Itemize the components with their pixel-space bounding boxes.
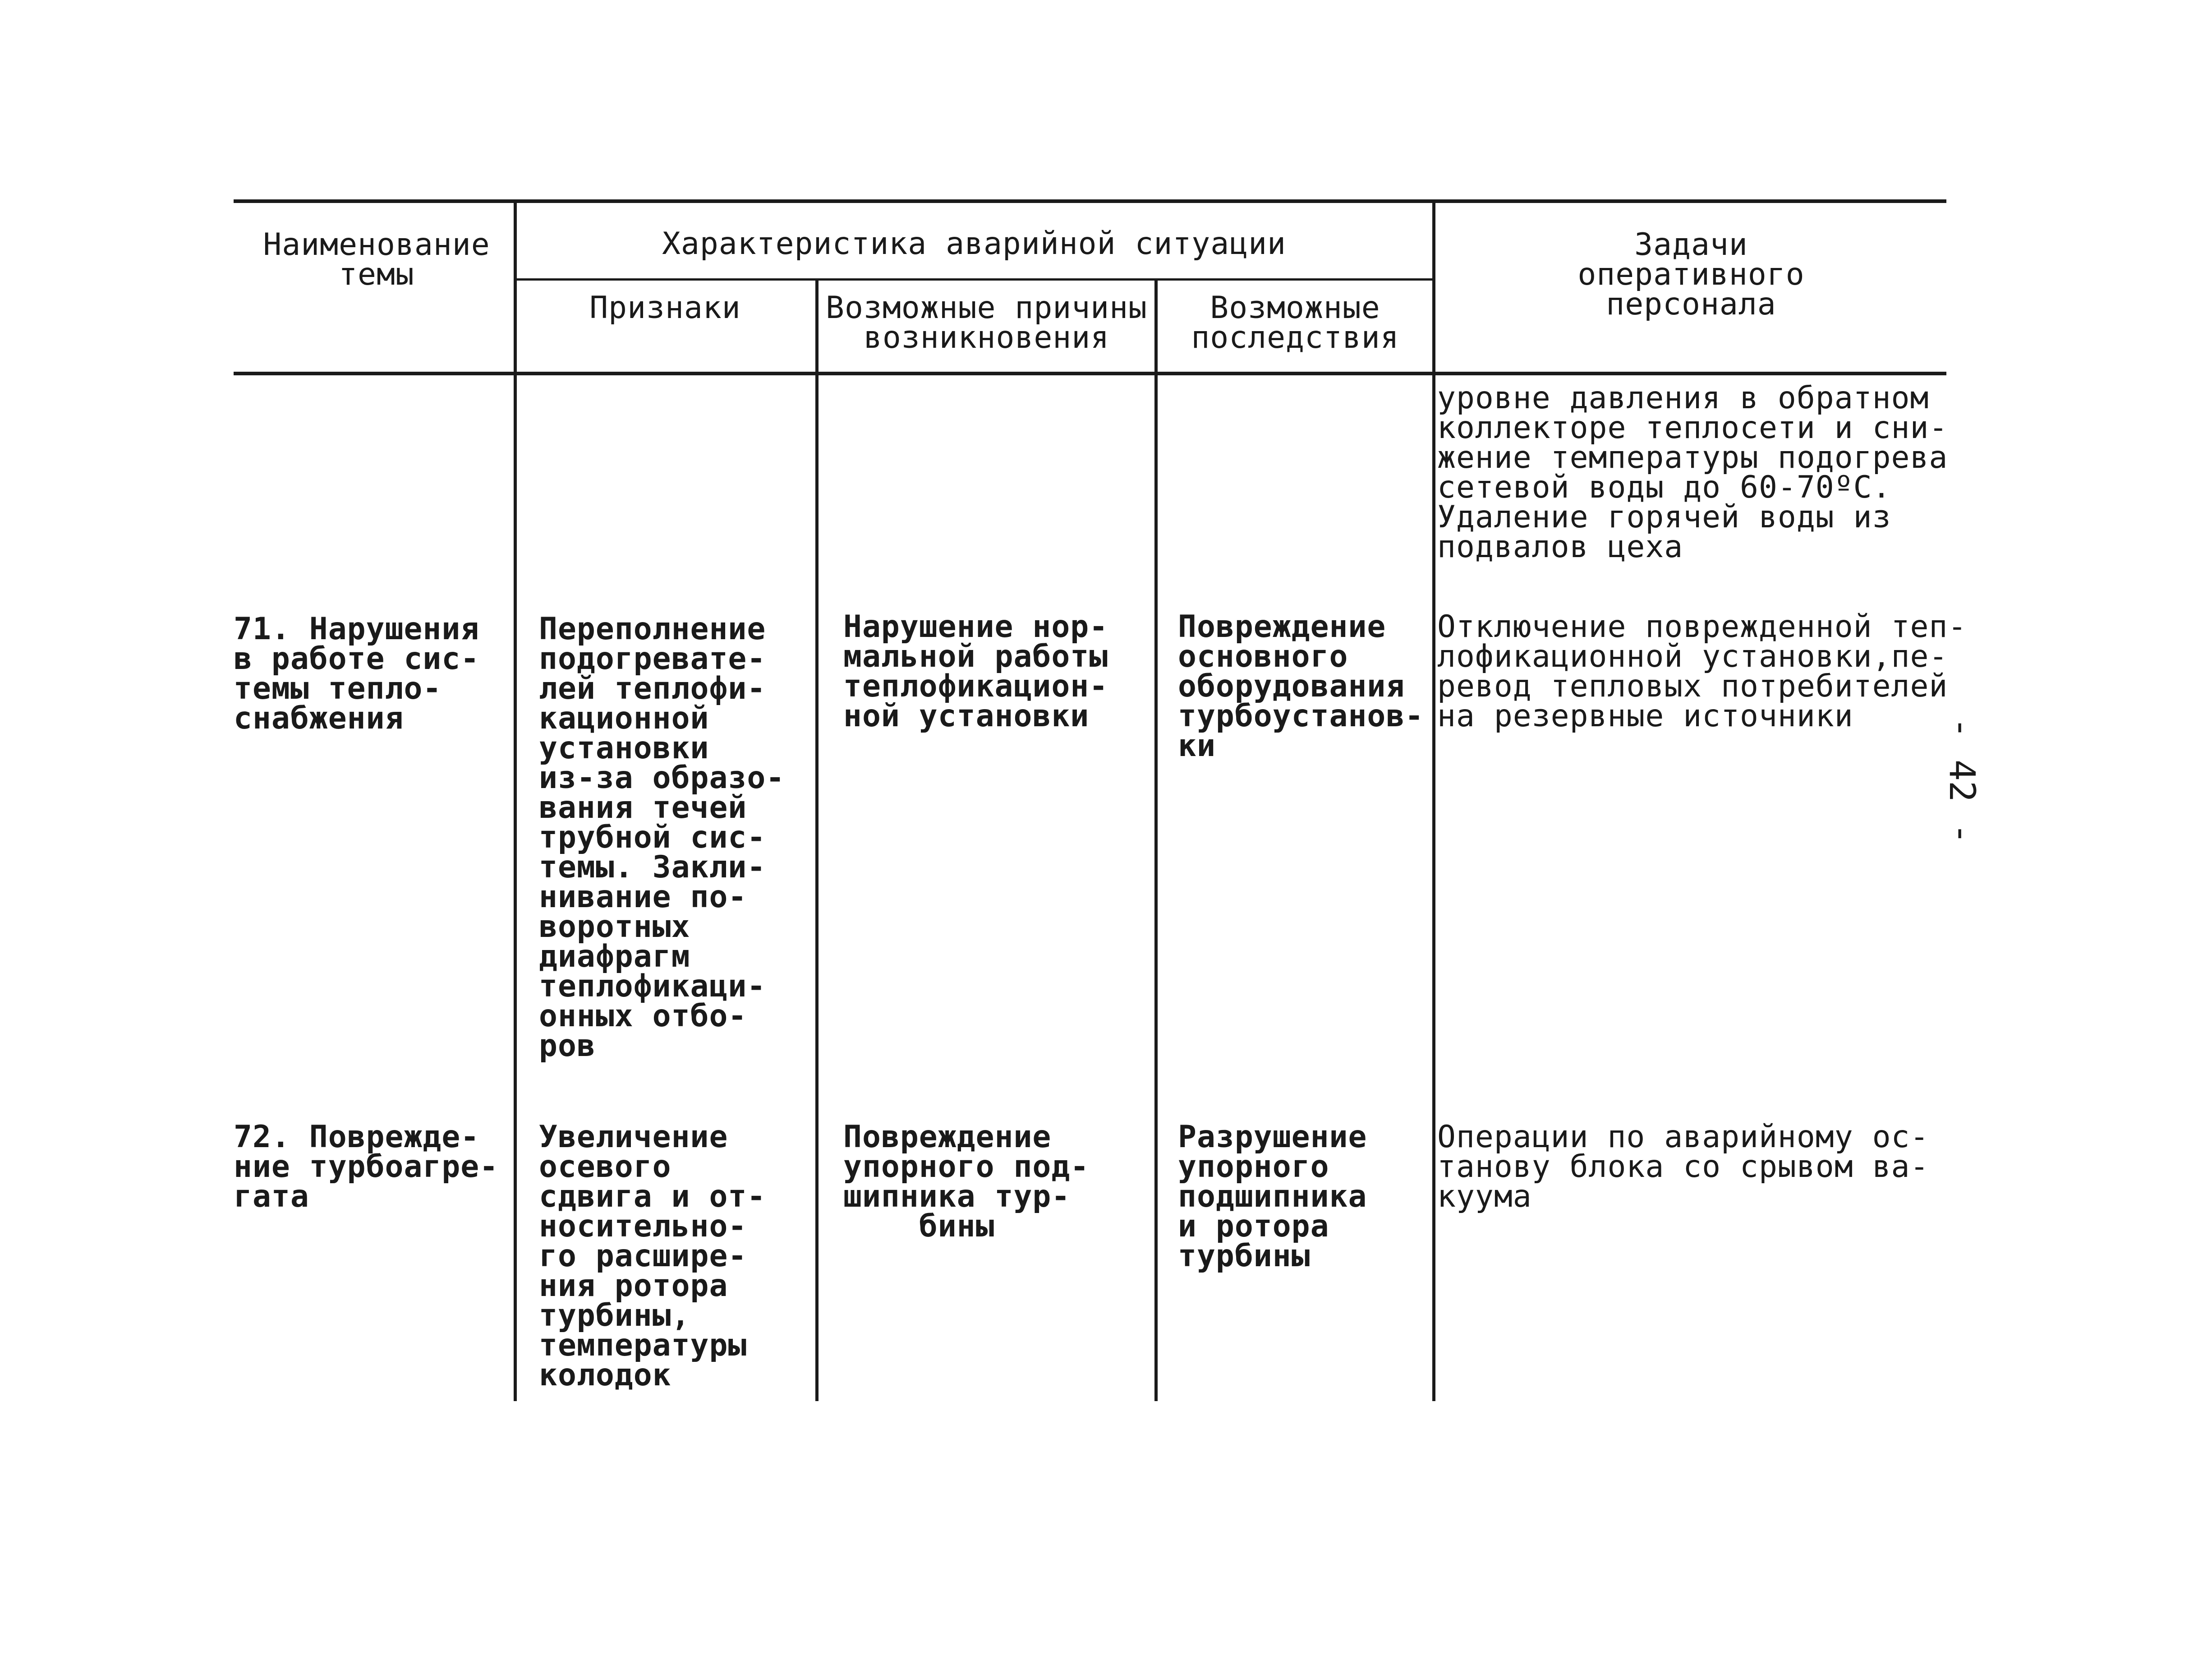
row-72-topic: 72. Поврежде- ние турбоагре- гата [234,1119,499,1214]
header-causes: Возможные причины возникновения [826,290,1147,355]
col-divider-1 [514,201,517,1401]
row-72-consequences: Разрушение упорного подшипника и ротора турбины [1178,1119,1367,1274]
page-number: - 42 - [1941,717,1982,844]
header-bottom-rule [234,372,1946,375]
table-top-rule [234,199,1946,203]
header-tasks: Задачи оперативного персонала [1577,227,1805,322]
col-divider-3 [1154,280,1158,1401]
row-71-topic: 71. Нарушения в работе сис- темы тепло- снабжения [234,611,480,736]
col-divider-4 [1432,201,1435,1401]
row-71-tasks: Отключение поврежденной теп- лофикационной установки,пе- ревод тепловых потребителей на резервные источники [1437,609,1967,734]
header-group-title: Характеристика аварийной ситуации [662,226,1286,262]
row-72-signs: Увеличение осевого сдвига и от- носительно- го расшире- ния ротора турбины, температуры колодок [539,1119,766,1393]
header-group-rule [515,278,1435,281]
col-divider-2 [815,280,819,1401]
row-72-causes: Повреждение упорного под- шипника тур- бины [843,1119,1090,1244]
header-signs: Признаки [589,290,741,326]
row-71-causes: Нарушение нор- мальной работы теплофикацион- ной установки [843,609,1108,734]
header-topic: Наименование темы [263,227,490,292]
row-71-signs: Переполнение подогревате- лей теплофи- кационной установки из-за образо- вания течей трубной сис- темы. Закли- нивание по- воротных диафрагм теплофикаци- онных отбо- ров [539,611,785,1064]
row-0-tasks: уровне давления в обратном коллекторе теплосети и сни- жение температуры подогрева сетевой воды до 60-70ºС. Удаление горячей воды из подвалов цеха [1437,380,1948,565]
row-71-consequences: Повреждение основного оборудования турбоустанов- ки [1178,609,1424,764]
header-consequences: Возможные последствия [1191,290,1399,355]
row-72-tasks: Операции по аварийному ос- танову блока со срывом ва- куума [1437,1119,1929,1214]
